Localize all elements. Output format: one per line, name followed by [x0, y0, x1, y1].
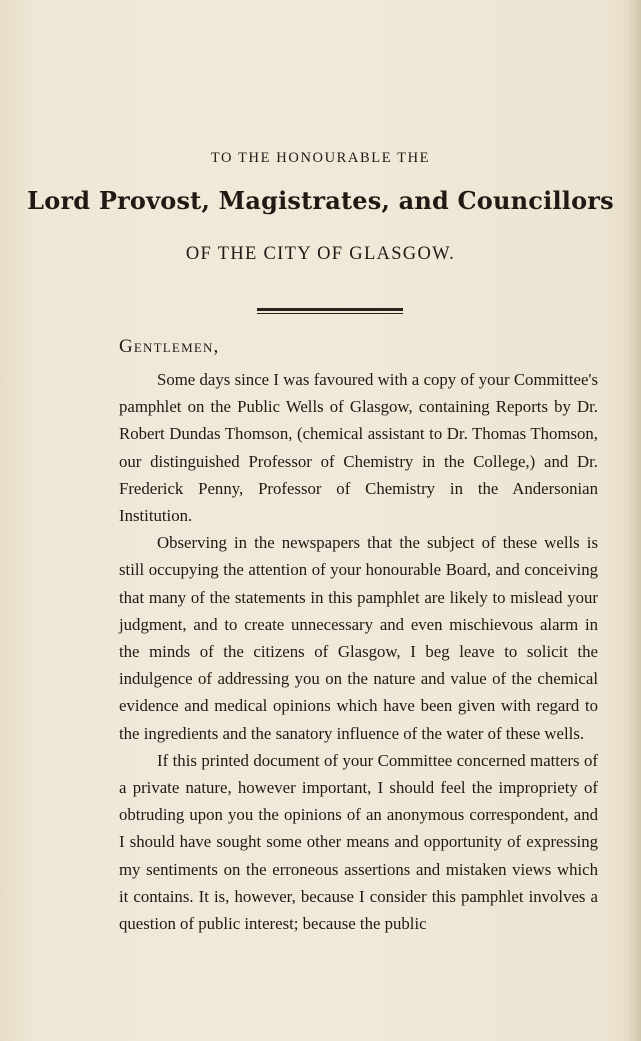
letter-paragraph-1: Some days since I was favoured with a copy of your Committee's pamphlet on the Public Wells of Glasgow, containing Reports by Dr. Robert Dundas Thomson, (chemical assistant to Dr. Thomas Thomson, our distinguished Professor of Chemistry in the College,) and Dr. Frederick Penny, Professor of Chemistry in the Andersonian Institution. — [119, 370, 598, 526]
dedication-to-line: TO THE HONOURABLE THE — [210, 150, 431, 166]
letter-salutation: Gentlemen, — [119, 336, 220, 357]
dedication-city-line: OF THE CITY OF GLASGOW. — [185, 244, 456, 264]
dedication-officials-line: Lord Provost, Magistrates, and Councillors — [27, 186, 614, 215]
rule-thick-line — [257, 308, 403, 311]
letter-paragraph-2: Observing in the newspapers that the subject of these wells is still occupying the attention of your honourable Board, and conceiving that many of the statements in this pamphlet are likely to mislead your judgment, and to create unnecessary and even mischievous alarm in the minds of the citizens of Glasgow, I beg leave to solicit the indulgence of addressing you on the nature and value of the chemical evidence and medical opinions which have been given with regard to the ingredients and the sanatory influence of the water of these wells. — [119, 533, 598, 743]
ornamental-rule — [257, 308, 403, 314]
rule-thin-line — [257, 313, 403, 314]
letter-paragraph-3: If this printed document of your Committee concerned matters of a private nature, however important, I should feel the impropriety of obtruding upon you the opinions of an anonymous correspondent, and I should have sought some other means and opportunity of expressing my sentiments on the erroneous assertions and mistaken views which it contains. It is, however, because I consider this pamphlet involves a question of public interest; because the public — [119, 750, 598, 934]
letter-body — [119, 366, 598, 937]
